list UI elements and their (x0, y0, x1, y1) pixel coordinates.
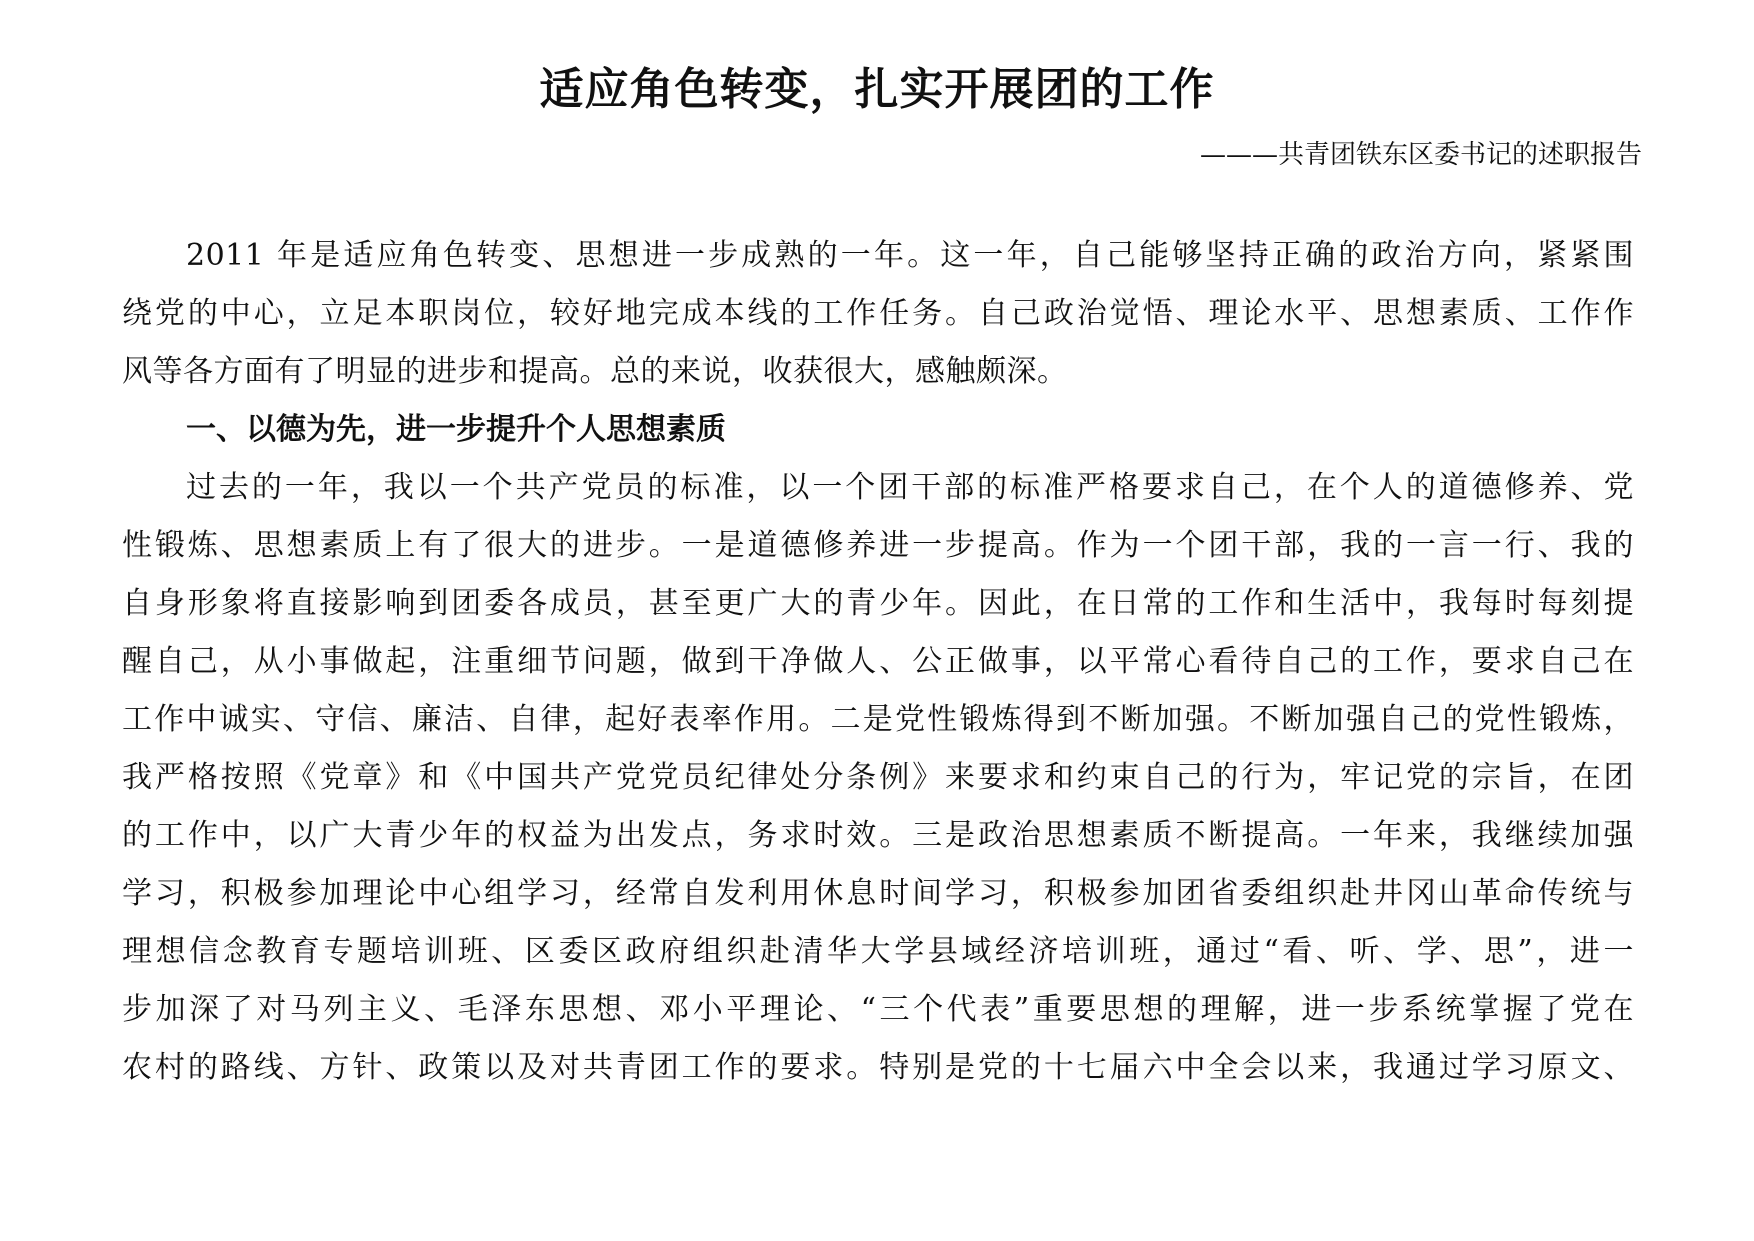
section-line: 农村的路线、方针、政策以及对共青团工作的要求。特别是党的十七届六中全会以来，我通过学习原文、 (122, 1050, 1634, 1085)
document-title: 适应角色转变，扎实开展团的工作 (539, 64, 1215, 115)
section-line: 工作中诚实、守信、廉洁、自律，起好表率作用。二是党性锻炼得到不断加强。不断加强自己的党性锻炼， (122, 702, 1634, 737)
intro-line: 风等各方面有了明显的进步和提高。总的来说，收获很大，感触颇深。 (122, 354, 1068, 389)
section-line: 过去的一年，我以一个共产党员的标准，以一个团干部的标准严格要求自己，在个人的道德修养、党 (186, 470, 1634, 505)
section-line: 性锻炼、思想素质上有了很大的进步。一是道德修养进一步提高。作为一个团干部，我的一言一行、我的 (122, 528, 1634, 563)
document-body (122, 227, 1634, 1097)
section-line: 理想信念教育专题培训班、区委区政府组织赴清华大学县域经济培训班，通过“看、听、学、思”，进一 (122, 934, 1634, 969)
section-line: 学习，积极参加理论中心组学习，经常自发利用休息时间学习，积极参加团省委组织赴井冈山革命传统与 (122, 876, 1634, 911)
section-heading: 一、以德为先，进一步提升个人思想素质 (186, 412, 726, 447)
section-line: 自身形象将直接影响到团委各成员，甚至更广大的青少年。因此，在日常的工作和生活中，我每时每刻提 (122, 586, 1634, 621)
document-subtitle: ———共青团铁东区委书记的述职报告 (1199, 140, 1642, 170)
intro-line: 绕党的中心，立足本职岗位，较好地完成本线的工作任务。自己政治觉悟、理论水平、思想素质、工作作 (122, 296, 1634, 331)
section-line: 我严格按照《党章》和《中国共产党党员纪律处分条例》来要求和约束自己的行为，牢记党的宗旨，在团 (122, 760, 1634, 795)
section-line: 的工作中，以广大青少年的权益为出发点，务求时效。三是政治思想素质不断提高。一年来，我继续加强 (122, 818, 1634, 853)
section-line: 步加深了对马列主义、毛泽东思想、邓小平理论、“三个代表”重要思想的理解，进一步系统掌握了党在 (122, 992, 1634, 1027)
intro-line: 2011 年是适应角色转变、思想进一步成熟的一年。这一年，自己能够坚持正确的政治方向，紧紧围 (186, 238, 1634, 273)
section-line: 醒自己，从小事做起，注重细节问题，做到干净做人、公正做事，以平常心看待自己的工作，要求自己在 (122, 644, 1634, 679)
